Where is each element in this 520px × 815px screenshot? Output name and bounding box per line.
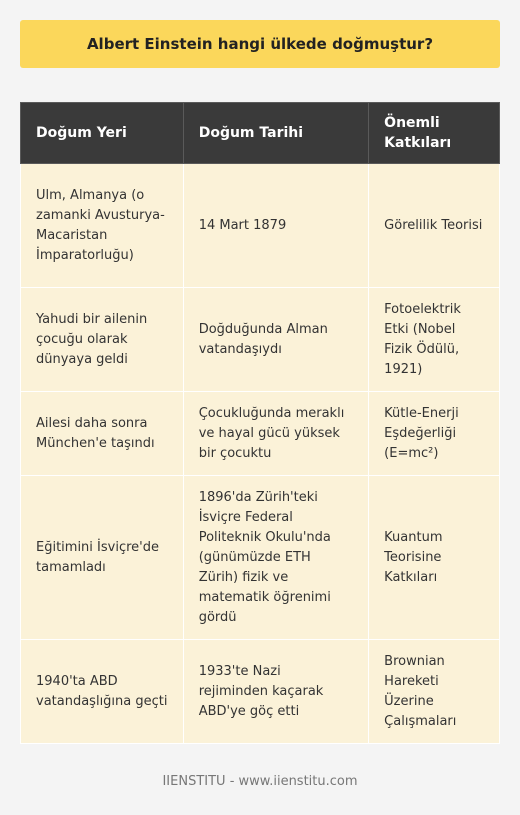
- table-row: [21, 288, 500, 392]
- table-cell: Kuantum Teorisine Katkıları: [369, 476, 500, 640]
- table-cell: Görelilik Teorisi: [369, 164, 500, 288]
- table-header-row: [21, 103, 500, 164]
- table-cell: Yahudi bir ailenin çocuğu olarak dünyaya geldi: [21, 288, 184, 392]
- table-cell: Fotoelektrik Etki (Nobel Fizik Ödülü, 1921): [369, 288, 500, 392]
- column-header-birthplace: Doğum Yeri: [21, 103, 184, 164]
- table-cell: Ulm, Almanya (o zamanki Avusturya-Macaristan İmparatorluğu): [21, 164, 184, 288]
- einstein-info-table: [20, 102, 500, 744]
- table-cell: Kütle-Enerji Eşdeğerliği (E=mc²): [369, 392, 500, 476]
- table-cell: Brownian Hareketi Üzerine Çalışmaları: [369, 640, 500, 744]
- table-cell: 1933'te Nazi rejiminden kaçarak ABD'ye göç etti: [183, 640, 368, 744]
- table-row: [21, 640, 500, 744]
- table-cell: Çocukluğunda meraklı ve hayal gücü yüksek bir çocuktu: [183, 392, 368, 476]
- table-cell: 1896'da Zürih'teki İsviçre Federal Politeknik Okulu'nda (günümüzde ETH Zürih) fizik ve matematik öğrenimi gördü: [183, 476, 368, 640]
- table-row: [21, 392, 500, 476]
- table-cell: 1940'ta ABD vatandaşlığına geçti: [21, 640, 184, 744]
- footer-credit: IIENSTITU - www.iienstitu.com: [162, 774, 358, 789]
- title-banner: [20, 20, 500, 68]
- table-row: [21, 476, 500, 640]
- page-title: Albert Einstein hangi ülkede doğmuştur?: [86, 35, 434, 53]
- table-cell: 14 Mart 1879: [183, 164, 368, 288]
- column-header-contributions: Önemli Katkıları: [369, 103, 500, 164]
- column-header-birthdate: Doğum Tarihi: [183, 103, 368, 164]
- table-cell: Eğitimini İsviçre'de tamamladı: [21, 476, 184, 640]
- table-cell: Ailesi daha sonra München'e taşındı: [21, 392, 184, 476]
- table-cell: Doğduğunda Alman vatandaşıydı: [183, 288, 368, 392]
- table-row: [21, 164, 500, 288]
